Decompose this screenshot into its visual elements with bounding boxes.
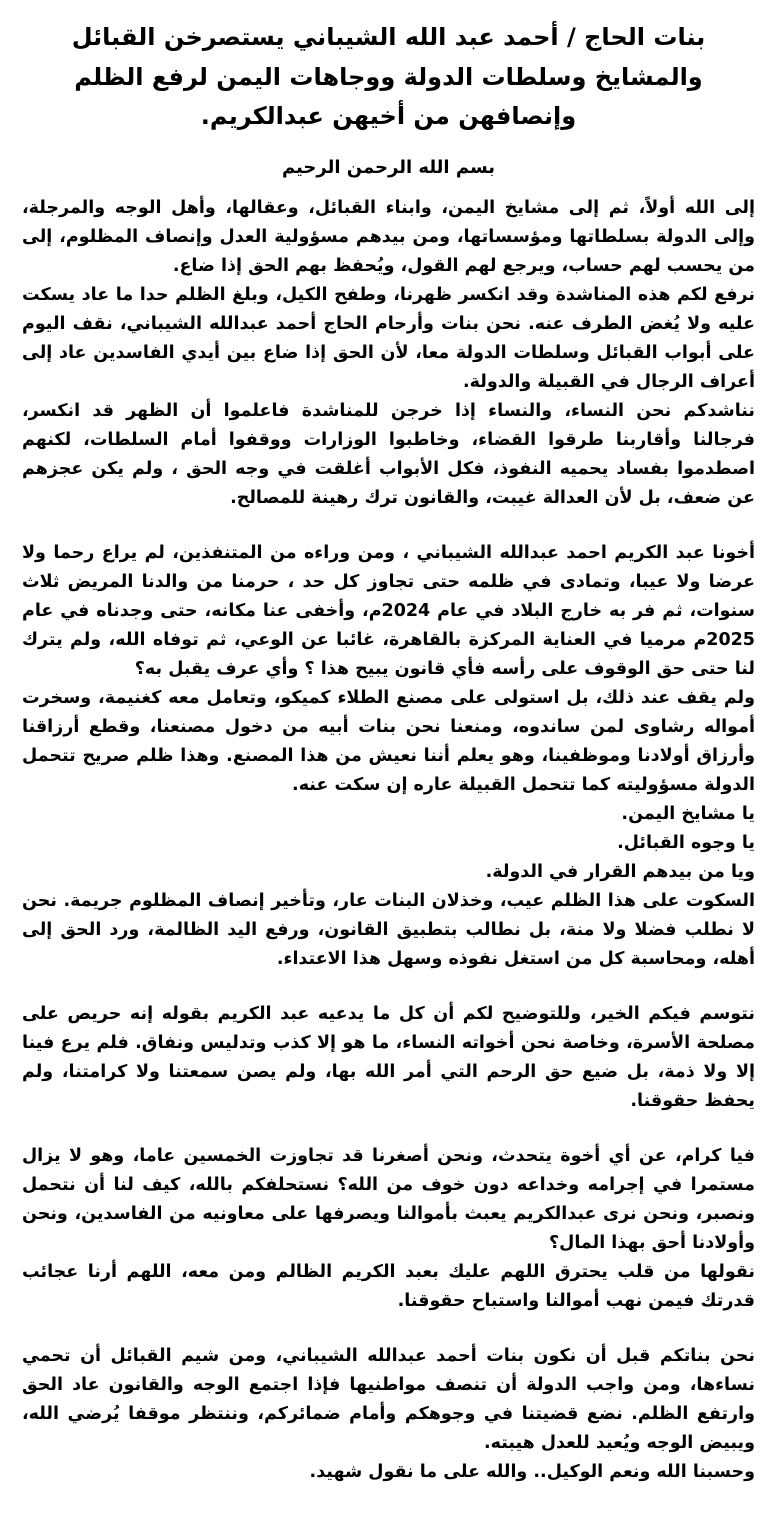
document-body [22,194,755,1487]
paragraph-brother-accusation: أخونا عبد الكريم احمد عبدالله الشيباني ، ومن وراءه من المتنفذين، لم يراع رحما ولا عرضا ولا عيبا، وتمادى في ظلمه حتى تجاوز كل حد ، حرمنا من والدنا المريض ثلاث سنوات، ثم فر به خارج البلاد في عام 2024م، وأخفى عنا مكانه، حتى وجدناه في عام 2025م مرميا في العناية المركزة بالقاهرة، غائبا عن الوعي، ثم توفاه الله، ولم يترك لنا حتى حق الوقوف على رأسه فأي قانون يبيح هذا ؟ وأي عرف يقبل به؟ [22,542,755,679]
call-tribal-notables: يا وجوه القبائل. [617,832,755,853]
paragraph-women-appeal: نناشدكم نحن النساء، والنساء إذا خرجن للمناشدة فاعلموا أن الظهر قد انكسر، فرجالنا وأقاربنا طرقوا القضاء، وخاطبوا الوزارات ووقفوا أمام السلطات، لكنهم اصطدموا بفساد يحميه النفوذ، فكل الأبواب أغلقت في وجه الحق ، ولم يكن عجزهم عن ضعف، بل لأن العدالة غيبت، والقانون ترك رهينة للمصالح. [22,400,755,508]
paragraph-closing-appeal: نحن بناتكم قبل أن نكون بنات أحمد عبدالله الشيباني، ومن شيم القبائل أن تحمي نساءها، ومن واجب الدولة أن تنصف مواطنيها فإذا اجتمع الوجه والقانون عاد الحق وارتفع الظلم. نضع قضيتنا في وجوهكم وأمام ضمائركم، وننتظر موقفا يُرضي الله، ويبيض الوجه ويُعيد للعدل هيبته. [22,1345,755,1453]
paragraph-factory-seizure: ولم يقف عند ذلك، بل استولى على مصنع الطلاء كميكو، وتعامل معه كغنيمة، وسخرت أمواله رشاوى لمن ساندوه، ومنعنا نحن بنات أبيه من دخول مصنعنا، وقطع أرزاقنا وأرزاق أولادنا وموظفينا، وهو يعلم أننا نعيش من هذا المصنع. وهذا ظلم صريح تتحمل الدولة مسؤوليته كما تتحمل القبيلة عاره إن سكت عنه. [22,687,755,795]
document-title: بنات الحاج / أحمد عبد الله الشيباني يستصرخن القبائل والمشايخ وسلطات الدولة ووجاهات اليمن لرفع الظلم وإنصافهن من أخيهن عبدالكريم. [71,23,706,131]
paragraph-final-invocation: وحسبنا الله ونعم الوكيل.. والله على ما نقول شهيد. [309,1461,755,1482]
call-sheikhs-of-yemen: يا مشايخ اليمن. [621,803,755,824]
paragraph-rhetorical-question: فيا كرام، عن أي أخوة يتحدث، ونحن أصغرنا قد تجاوزت الخمسين عاما، وهو لا يزال مستمرا في إجرامه وخداعه دون خوف من الله؟ نستحلفكم بالله، كيف لنا أن نتحمل ونصبر، ونحن نرى عبدالكريم يعبث بأموالنا ويصرفها على معاونيه من الفاسدين، ونحن وأولادنا أحق بهذا المال؟ [22,1145,755,1253]
paragraph-demands: السكوت على هذا الظلم عيب، وخذلان البنات عار، وتأخير إنصاف المظلوم جريمة. نحن لا نطلب فضلا ولا منة، بل نطالب بتطبيق القانون، ورفع اليد الظالمة، ورد الحق إلى أهله، ومحاسبة كل من استغل نفوذه وسهل هذا الاعتداء. [22,890,755,969]
paragraph-appeal-opening: إلى الله أولاً، ثم إلى مشايخ اليمن، وابناء القبائل، وعقالها، وأهل الوجه والمرجلة، وإلى الدولة بسلطاتها ومؤسساتها، ومن بيدهم مسؤولية العدل وإنصاف المظلوم، إلى من يحسب لهم حساب، ويرجع لهم القول، ويُحفظ بهم الحق إذا ضاع. [22,197,755,276]
call-state-decision-makers: ويا من بيدهم القرار في الدولة. [485,861,755,882]
basmala-line: بسم الله الرحمن الرحيم [281,156,496,178]
paragraph-clarification: نتوسم فيكم الخير، وللتوضيح لكم أن كل ما يدعيه عبد الكريم بقوله إنه حريص على مصلحة الأسرة، وخاصة نحن أخواته النساء، ما هو إلا كذب وتدليس ونفاق. فلم يرع فينا إلا ولا ذمة، بل ضيع حق الرحم التي أمر الله بها، ولم يصن سمعتنا ولا كرامتنا، ولم يحفظ حقوقنا. [22,1003,755,1111]
paragraph-plea: نرفع لكم هذه المناشدة وقد انكسر ظهرنا، وطفح الكيل، وبلغ الظلم حدا ما عاد يسكت عليه ولا يُغض الطرف عنه. نحن بنات وأرحام الحاج أحمد عبدالله الشيباني، نقف اليوم على أبواب القبائل وسلطات الدولة معا، لأن الحق إذا ضاع بين أيدي الفاسدين عاد إلى أعراف الرجال في القبيلة والدولة. [22,284,755,392]
paragraph-prayer: نقولها من قلب يحترق اللهم عليك بعبد الكريم الظالم ومن معه، اللهم أرنا عجائب قدرتك فيمن نهب أموالنا واستباح حقوقنا. [22,1261,755,1311]
